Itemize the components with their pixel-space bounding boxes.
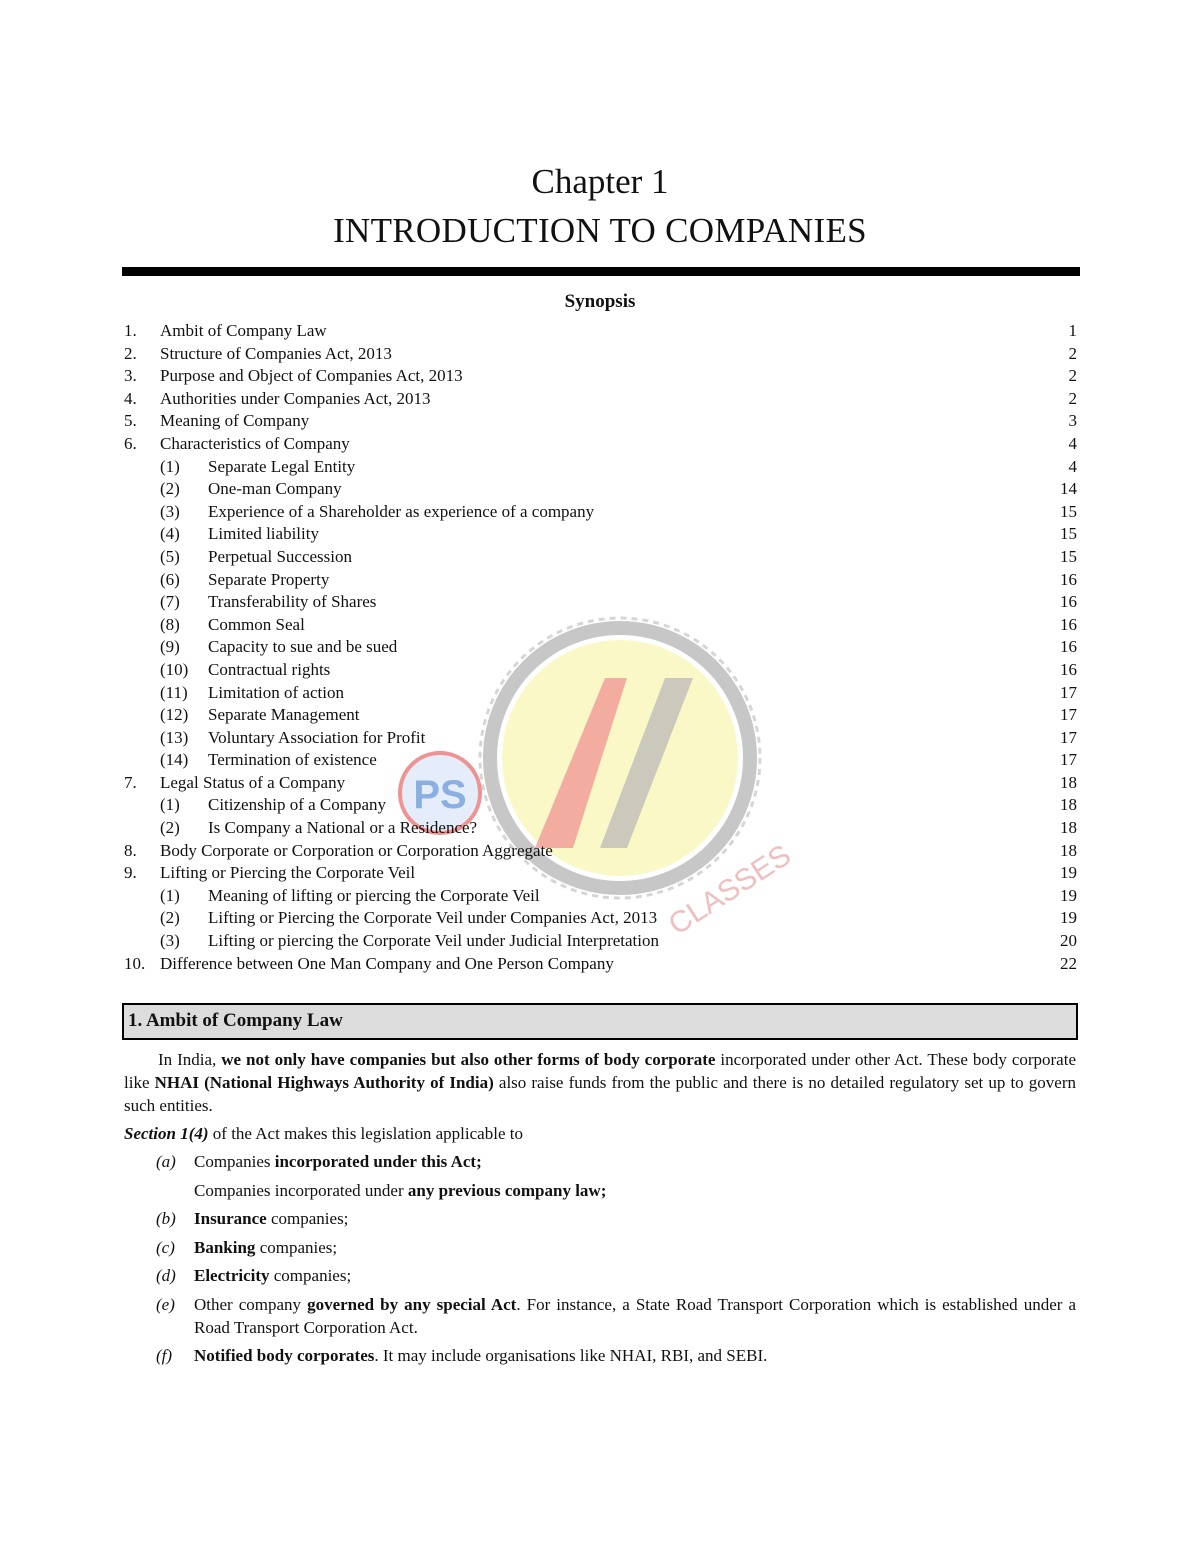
toc-entry-title: Ambit of Company Law <box>160 321 327 340</box>
toc-entry-page: 16 <box>1060 614 1077 634</box>
toc-entry[interactable] <box>122 569 1077 592</box>
list-item-text: Banking companies; <box>194 1238 338 1257</box>
toc-entry[interactable] <box>122 320 1077 343</box>
watermark-classes-text: CLASSES <box>662 838 797 942</box>
toc-entry-number: (3) <box>160 931 180 951</box>
toc-entry-page: 2 <box>1068 388 1077 408</box>
list-item-label: (e) <box>156 1295 175 1314</box>
toc-entry-page: 4 <box>1068 456 1077 476</box>
toc-entry-page: 17 <box>1060 705 1077 725</box>
toc-entry[interactable] <box>122 410 1077 433</box>
toc-entry-title: Body Corporate or Corporation or Corporation Aggregate <box>160 840 553 860</box>
toc-entry-title: Characteristics of Company <box>160 433 350 453</box>
toc-entry[interactable] <box>122 704 1077 727</box>
toc-entry-page: 14 <box>1060 479 1077 499</box>
toc-entry[interactable] <box>122 343 1077 366</box>
section-reference-text: of the Act makes this legislation applicable to <box>208 1124 523 1143</box>
toc-entry-number: (7) <box>160 592 180 612</box>
table-of-contents <box>122 320 1077 975</box>
section-heading: 1. Ambit of Company Law <box>128 1010 343 1031</box>
toc-entry-number: (13) <box>160 727 189 747</box>
toc-entry[interactable] <box>122 636 1077 659</box>
toc-entry-number: (1) <box>160 456 180 476</box>
toc-entry[interactable] <box>122 682 1077 705</box>
list-item-text: Insurance companies; <box>194 1209 349 1228</box>
toc-entry-number: (9) <box>160 637 180 657</box>
toc-entry[interactable] <box>122 456 1077 479</box>
toc-entry[interactable] <box>122 794 1077 817</box>
toc-entry-page: 2 <box>1068 343 1077 363</box>
toc-entry-number: (10) <box>160 659 189 679</box>
toc-entry-number: 10. <box>124 953 146 973</box>
intro-paragraph <box>124 1048 1076 1117</box>
intro-bold: NHAI (National Highways Authority of India) <box>154 1073 494 1092</box>
toc-entry[interactable] <box>122 930 1077 953</box>
toc-entry[interactable] <box>122 433 1077 456</box>
toc-entry-page: 15 <box>1060 501 1077 521</box>
list-item-text: Notified body corporates. It may include organisations like NHAI, RBI, and SEBI. <box>194 1346 768 1365</box>
toc-entry[interactable] <box>122 659 1077 682</box>
toc-entry-number: (2) <box>160 908 180 928</box>
toc-entry-title: Lifting or piercing the Corporate Veil under Judicial Interpretation <box>208 931 659 951</box>
toc-entry-number: (14) <box>160 750 189 770</box>
toc-entry-title: Voluntary Association for Profit <box>208 727 426 747</box>
toc-entry-number: 4. <box>124 388 137 408</box>
toc-entry-page: 17 <box>1060 727 1077 747</box>
toc-entry-number: (11) <box>160 682 188 702</box>
toc-entry[interactable] <box>122 365 1077 388</box>
toc-entry-title: Termination of existence <box>208 750 377 770</box>
toc-entry-number: 9. <box>124 863 137 883</box>
toc-entry[interactable] <box>122 546 1077 569</box>
toc-entry-title: Is Company a National or a Residence? <box>208 818 478 838</box>
toc-entry-page: 18 <box>1060 818 1077 838</box>
toc-entry-number: (5) <box>160 546 180 566</box>
toc-entry-title: Lifting or Piercing the Corporate Veil under Companies Act, 2013 <box>208 908 658 928</box>
toc-entry-title: Separate Management <box>208 705 360 725</box>
toc-entry-page: 20 <box>1060 931 1077 951</box>
toc-entry-page: 15 <box>1060 546 1077 566</box>
list-item-text: Electricity companies; <box>194 1266 352 1285</box>
toc-entry[interactable] <box>122 591 1077 614</box>
toc-entry-page: 16 <box>1060 592 1077 612</box>
toc-entry[interactable] <box>122 772 1077 795</box>
intro-text: In India, <box>158 1050 222 1069</box>
toc-entry-page: 17 <box>1060 682 1077 702</box>
toc-entry[interactable] <box>122 501 1077 524</box>
toc-entry-title: Perpetual Succession <box>208 546 352 566</box>
toc-entry-title: Experience of a Shareholder as experience of a company <box>208 501 595 521</box>
toc-entry-number: (3) <box>160 501 180 521</box>
toc-entry[interactable] <box>122 614 1077 637</box>
toc-entry-number: (1) <box>160 795 180 815</box>
toc-entry[interactable] <box>122 727 1077 750</box>
list-item-label: (d) <box>156 1266 176 1285</box>
section-reference: Section 1(4) <box>124 1124 209 1143</box>
list-item-text: Companies incorporated under any previous company law; <box>194 1181 607 1200</box>
toc-entry-page: 2 <box>1068 366 1077 386</box>
toc-entry-title: One-man Company <box>208 479 342 499</box>
list-item-label: (a) <box>156 1152 176 1171</box>
toc-entry-number: (4) <box>160 524 180 544</box>
list-item-label: (c) <box>156 1238 175 1257</box>
toc-entry-number: 5. <box>124 411 137 431</box>
toc-entry-title: Common Seal <box>208 614 305 634</box>
toc-entry-number: (2) <box>160 818 180 838</box>
intro-text: incorporated under other Act. These body corporate like <box>124 1050 1076 1092</box>
toc-entry[interactable] <box>122 907 1077 930</box>
chapter-number: Chapter 1 <box>531 162 669 201</box>
toc-entry[interactable] <box>122 817 1077 840</box>
toc-entry-title: Contractual rights <box>208 659 331 679</box>
section-reference-line <box>124 1122 523 1145</box>
toc-entry-title: Capacity to sue and be sued <box>208 637 398 657</box>
toc-entry[interactable] <box>122 840 1077 863</box>
toc-entry-number: (8) <box>160 614 180 634</box>
toc-entry-number: 6. <box>124 433 137 453</box>
toc-entry-number: 3. <box>124 366 137 386</box>
toc-entry-title: Citizenship of a Company <box>208 795 387 815</box>
toc-entry-page: 16 <box>1060 637 1077 657</box>
toc-entry-number: 2. <box>124 343 137 363</box>
toc-entry-page: 19 <box>1060 863 1077 883</box>
toc-entry-title: Legal Status of a Company <box>160 772 346 792</box>
toc-entry-page: 3 <box>1068 411 1077 431</box>
toc-entry-page: 16 <box>1060 659 1077 679</box>
toc-entry-title: Meaning of lifting or piercing the Corporate Veil <box>208 885 540 905</box>
toc-entry-page: 16 <box>1060 569 1077 589</box>
toc-entry-number: 1. <box>124 321 137 340</box>
toc-entry[interactable] <box>122 885 1077 908</box>
toc-entry-number: (6) <box>160 569 180 589</box>
intro-text: also raise funds from the public and there is no detailed regulatory set up to govern such entities. <box>124 1073 1076 1115</box>
toc-entry-title: Lifting or Piercing the Corporate Veil <box>160 863 416 883</box>
toc-entry-title: Difference between One Man Company and One Person Company <box>160 953 614 973</box>
toc-entry-page: 19 <box>1060 885 1077 905</box>
list-item-text: Other company governed by any special Act. For instance, a State Road Transport Corporation which is established under a Road Transport Corporation Act. <box>194 1295 1076 1337</box>
toc-entry[interactable] <box>122 953 1077 976</box>
list-item-label: (b) <box>156 1209 176 1228</box>
toc-entry-title: Limitation of action <box>208 682 344 702</box>
toc-entry-number: (12) <box>160 705 189 725</box>
toc-entry-page: 1 <box>1068 321 1077 340</box>
toc-entry-title: Separate Legal Entity <box>208 456 356 476</box>
toc-entry-title: Limited liability <box>208 524 319 544</box>
toc-entry-page: 17 <box>1060 750 1077 770</box>
watermark-monogram: PS <box>413 773 467 817</box>
toc-entry-number: 8. <box>124 840 137 860</box>
toc-entry-title: Separate Property <box>208 569 330 589</box>
toc-entry-page: 22 <box>1060 953 1077 973</box>
toc-entry-page: 18 <box>1060 795 1077 815</box>
toc-entry-title: Structure of Companies Act, 2013 <box>160 343 392 363</box>
toc-entry-title: Purpose and Object of Companies Act, 2013 <box>160 366 463 386</box>
toc-entry[interactable] <box>122 523 1077 546</box>
toc-entry-page: 4 <box>1068 433 1077 453</box>
toc-entry[interactable] <box>122 862 1077 885</box>
toc-entry-number: (1) <box>160 885 180 905</box>
list-item-text: Companies incorporated under this Act; <box>194 1152 482 1171</box>
title-rule <box>122 267 1080 276</box>
toc-entry[interactable] <box>122 749 1077 772</box>
toc-entry-page: 18 <box>1060 772 1077 792</box>
toc-entry-number: 7. <box>124 772 137 792</box>
toc-entry-title: Transferability of Shares <box>208 592 377 612</box>
toc-entry-page: 18 <box>1060 840 1077 860</box>
toc-entry-page: 19 <box>1060 908 1077 928</box>
toc-entry-page: 15 <box>1060 524 1077 544</box>
intro-bold: we not only have companies but also other forms of body corporate <box>221 1050 716 1069</box>
synopsis-heading: Synopsis <box>564 291 636 312</box>
toc-entry-title: Meaning of Company <box>160 411 310 431</box>
toc-entry-title: Authorities under Companies Act, 2013 <box>160 388 431 408</box>
toc-entry[interactable] <box>122 388 1077 411</box>
toc-entry-number: (2) <box>160 479 180 499</box>
list-item-label: (f) <box>156 1346 173 1365</box>
toc-entry[interactable] <box>122 478 1077 501</box>
chapter-title: INTRODUCTION TO COMPANIES <box>333 211 867 250</box>
section-heading-box <box>122 1003 1078 1040</box>
